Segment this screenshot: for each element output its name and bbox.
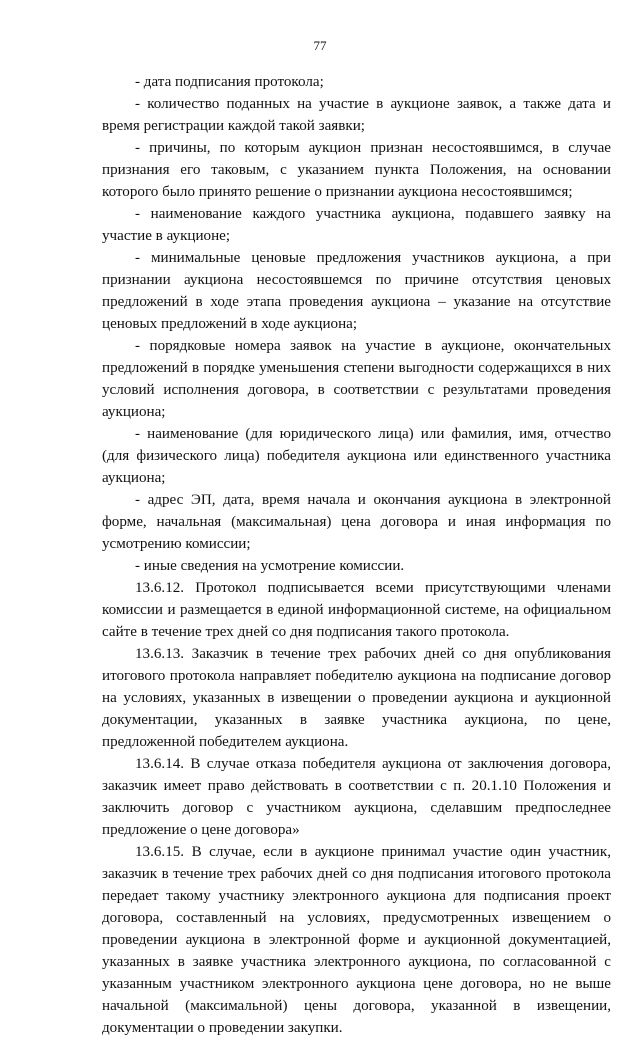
list-item-ep-address: - адрес ЭП, дата, время начала и окончания аукциона в электронной форме, начальная (максимальная) цена договора и иная информация по усмотрению комиссии; (102, 492, 611, 552)
list-item-applications-count: - количество поданных на участие в аукционе заявок, а также дата и время регистрации каждой такой заявки; (102, 96, 611, 134)
clause-13-6-14: 13.6.14. В случае отказа победителя аукциона от заключения договора, заказчик имеет право действовать в соответствии с п. 20.1.10 Положения и заключить договор с участником аукциона, сделавшим предпоследнее предложение о цене договора» (102, 756, 611, 838)
clause-13-6-12: 13.6.12. Протокол подписывается всеми присутствующими членами комиссии и размещается в единой информационной системе, на официальном сайте в течение трех дней со дня подписания такого протокола. (102, 580, 611, 640)
page-number: 77 (313, 38, 327, 53)
list-item-participant-names: - наименование каждого участника аукциона, подавшего заявку на участие в аукционе; (102, 206, 611, 244)
list-item-other-info: - иные сведения на усмотрение комиссии. (135, 558, 405, 574)
list-item-winner-name: - наименование (для юридического лица) или фамилия, имя, отчество (для физического лица) победителя аукциона или единственного участника аукциона; (102, 426, 611, 486)
document-body (102, 71, 611, 1039)
list-item-minimal-price-offers: - минимальные ценовые предложения участников аукциона, а при признании аукциона несостоявшемся по причине отсутствия ценовых предложений в ходе этапа проведения аукциона – указание на отсутствие ценовых предложений в ходе аукциона; (102, 250, 611, 332)
clause-13-6-13: 13.6.13. Заказчик в течение трех рабочих дней со дня опубликования итогового протокола направляет победителю аукциона на подписание договор на условиях, указанных в извещении о проведении аукциона и аукционной документации, указанных в заявке участника аукциона, по цене, предложенной победителем аукциона. (102, 646, 611, 750)
list-item-protocol-date: - дата подписания протокола; (135, 74, 324, 90)
list-item-application-numbers: - порядковые номера заявок на участие в аукционе, окончательных предложений в порядке уменьшения степени выгодности содержащихся в них условий исполнения договора, в соответствии с результатами проведения аукциона; (102, 338, 611, 420)
clause-13-6-15: 13.6.15. В случае, если в аукционе принимал участие один участник, заказчик в течение трех рабочих дней со дня подписания итогового протокола передает такому участнику электронного аукциона для подписания проект договора, составленный на условиях, предусмотренных извещением о проведении аукциона в электронной форме и аукционной документацией, указанных в заявке участника электронного аукциона, по согласованной с указанным участником электронного аукциона цене договора, но не выше начальной (максимальной) цены договора, указанной в извещении, документации о проведении закупки. (102, 844, 611, 1036)
list-item-failure-reasons: - причины, по которым аукцион признан несостоявшимся, в случае признания его таковым, с указанием пункта Положения, на основании которого было принято решение о признании аукциона несостоявшимся; (102, 140, 611, 200)
